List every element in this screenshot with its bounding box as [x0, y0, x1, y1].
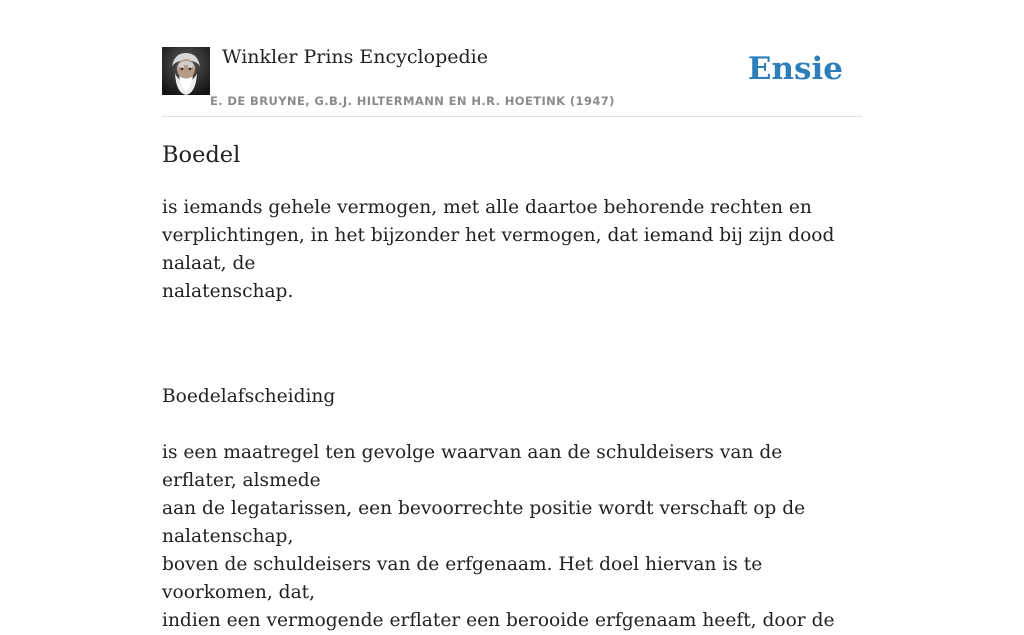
entry-body: is iemands gehele vermogen, met alle daartoe behorende rechten en verplichtingen, in het bijzonder het vermogen, dat iemand bij zijn dood nalaat, de nalatenschap.	[162, 197, 835, 302]
bearded-man-portrait-icon[interactable]	[162, 47, 210, 95]
book-authors: E. DE BRUYNE, G.B.J. HILTERMANN EN H.R. HOETINK (1947)	[210, 94, 615, 108]
page-header	[162, 46, 862, 117]
entry-title: Boedel	[162, 142, 241, 168]
ensie-logo-link[interactable]: Ensie	[747, 51, 843, 87]
book-title[interactable]: Winkler Prins Encyclopedie	[222, 46, 488, 68]
sub-entry-heading: Boedelafscheiding	[162, 386, 336, 407]
sub-entry-body: is een maatregel ten gevolge waarvan aan de schuldeisers van de erflater, alsmede aan de legatarissen, een bevoorrechte positie wordt verschaft op de nalatenschap, boven de schuldeisers van de erfgenaam. Het doel hiervan is te voorkomen, dat, indien een vermogende erflater een berooide erfgenaam heeft, door de	[162, 442, 835, 631]
main-content	[162, 140, 862, 635]
